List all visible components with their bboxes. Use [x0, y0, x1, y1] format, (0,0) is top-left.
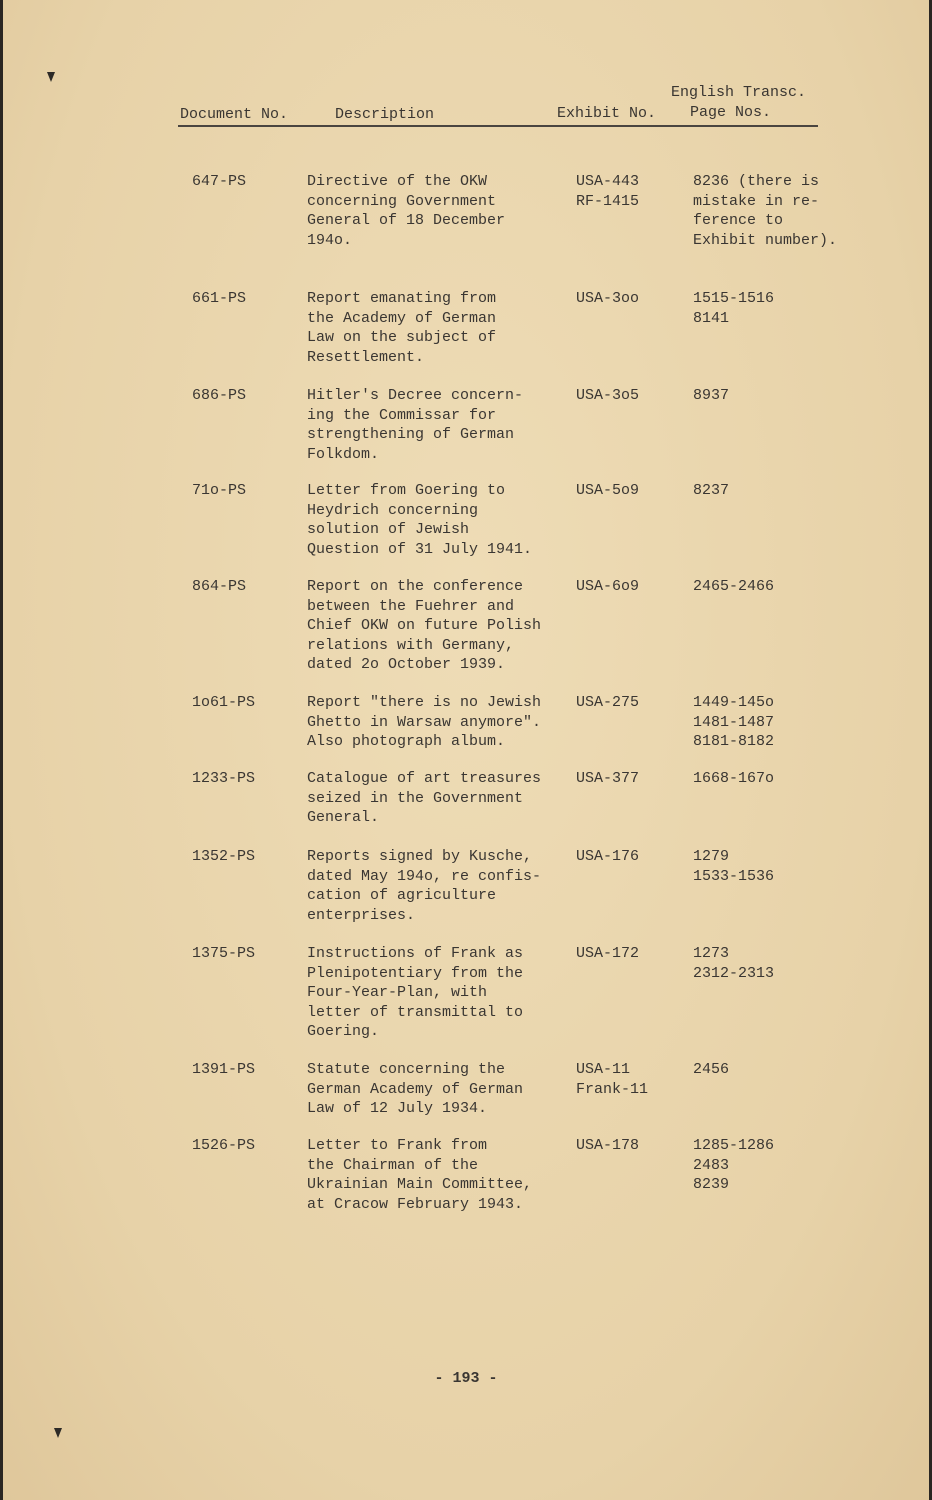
- transcript-pages-line: 1533-1536: [693, 867, 775, 885]
- transcript-pages-line: 2483: [693, 1156, 730, 1174]
- description-line: Statute concerning the: [307, 1061, 506, 1078]
- transcript-pages: [693, 289, 774, 328]
- description-line: Goering.: [307, 1023, 380, 1040]
- description-line: Directive of the OKW: [307, 173, 488, 190]
- description-line: Ghetto in Warsaw anymore".: [307, 713, 542, 731]
- exhibit-number-line: USA-3oo: [576, 290, 640, 307]
- transcript-pages-line: 8181-8182: [693, 733, 775, 750]
- document-number: 1352-PS: [192, 848, 256, 865]
- transcript-pages: [693, 847, 774, 886]
- description: [307, 847, 541, 925]
- document-number: 71o-PS: [192, 482, 247, 499]
- transcript-pages: [693, 386, 729, 406]
- transcript-pages-line: 2456: [693, 1061, 730, 1078]
- header-exhibit-no: Exhibit No.: [557, 105, 657, 122]
- description-line: Law on the subject of: [307, 329, 497, 346]
- exhibit-number-line: USA-3o5: [576, 387, 640, 404]
- exhibit-number-line: USA-11: [576, 1061, 631, 1078]
- description: [307, 1060, 523, 1119]
- document-number: 864-PS: [192, 578, 247, 595]
- document-number: 1526-PS: [192, 1137, 256, 1154]
- exhibit-number: [576, 944, 639, 964]
- description-line: Also photograph album.: [307, 733, 506, 750]
- exhibit-number-line: Frank-11: [576, 1080, 649, 1098]
- description: [307, 172, 505, 250]
- transcript-pages-line: 1668-167o: [693, 770, 775, 787]
- description-line: at Cracow February 1943.: [307, 1195, 524, 1213]
- exhibit-number-line: RF-1415: [576, 192, 640, 210]
- description-line: Folkdom.: [307, 445, 380, 463]
- description-line: General.: [307, 809, 380, 826]
- scan-edge-left: [0, 0, 3, 1500]
- transcript-pages-line: ference to: [693, 212, 784, 229]
- description-line: enterprises.: [307, 906, 416, 924]
- transcript-pages: [693, 577, 774, 597]
- transcript-pages-line: 2312-2313: [693, 964, 775, 982]
- exhibit-number-line: USA-178: [576, 1137, 640, 1154]
- description-line: relations with Germany,: [307, 636, 515, 654]
- document-number: 1233-PS: [192, 770, 256, 787]
- transcript-pages-line: 1481-1487: [693, 713, 775, 731]
- transcript-pages: [693, 172, 837, 250]
- exhibit-number-line: USA-443: [576, 173, 640, 190]
- header-document-no: Document No.: [180, 106, 289, 123]
- description-line: strengthening of German: [307, 426, 515, 443]
- exhibit-number-line: USA-377: [576, 770, 640, 787]
- transcript-pages-line: 1279: [693, 848, 730, 865]
- description-line: Report on the conference: [307, 578, 524, 595]
- transcript-pages-line: 8236 (there is: [693, 173, 820, 190]
- exhibit-number: [576, 847, 639, 867]
- description-line: Letter to Frank from: [307, 1137, 488, 1154]
- exhibit-number: [576, 481, 639, 501]
- description: [307, 944, 523, 1042]
- document-number: 686-PS: [192, 387, 247, 404]
- exhibit-number-line: USA-172: [576, 945, 640, 962]
- transcript-pages-line: 2465-2466: [693, 578, 775, 595]
- description-line: cation of agriculture: [307, 887, 497, 904]
- description-line: Report emanating from: [307, 290, 497, 307]
- transcript-pages-line: 8237: [693, 482, 730, 499]
- exhibit-number: [576, 289, 639, 309]
- description: [307, 386, 523, 464]
- transcript-pages: [693, 1060, 729, 1080]
- description-line: the Academy of German: [307, 309, 497, 327]
- description-line: between the Fuehrer and: [307, 597, 515, 615]
- transcript-pages: [693, 693, 774, 752]
- description: [307, 481, 532, 559]
- document-number: 1375-PS: [192, 945, 256, 962]
- description-line: Resettlement.: [307, 348, 425, 366]
- exhibit-number: [576, 1136, 639, 1156]
- transcript-pages-line: 1515-1516: [693, 290, 775, 307]
- description-line: Heydrich concerning: [307, 501, 479, 519]
- transcript-pages-line: mistake in re-: [693, 192, 820, 210]
- description: [307, 1136, 532, 1214]
- transcript-pages: [693, 1136, 774, 1195]
- exhibit-number: [576, 577, 639, 597]
- description-line: Plenipotentiary from the: [307, 964, 524, 982]
- description: [307, 289, 496, 367]
- description-line: Hitler's Decree concern-: [307, 387, 524, 404]
- transcript-pages-line: 8239: [693, 1176, 730, 1193]
- document-number: 661-PS: [192, 290, 247, 307]
- document-number: 1391-PS: [192, 1061, 256, 1078]
- description: [307, 693, 541, 752]
- transcript-pages-line: 1449-145o: [693, 694, 775, 711]
- header-description: Description: [335, 106, 435, 123]
- transcript-pages-line: 1273: [693, 945, 730, 962]
- transcript-pages-line: 8937: [693, 387, 730, 404]
- header-page-nos: Page Nos.: [690, 104, 772, 121]
- description-line: dated May 194o, re confis-: [307, 867, 542, 885]
- description-line: Instructions of Frank as: [307, 945, 524, 962]
- exhibit-number: [576, 1060, 648, 1099]
- exhibit-number-line: USA-5o9: [576, 482, 640, 499]
- description-line: Reports signed by Kusche,: [307, 848, 533, 865]
- description-line: concerning Government: [307, 192, 497, 210]
- description-line: Four-Year-Plan, with: [307, 984, 488, 1001]
- description-line: General of 18 December: [307, 212, 506, 229]
- description-line: the Chairman of the: [307, 1156, 479, 1174]
- description-line: Report "there is no Jewish: [307, 694, 542, 711]
- description-line: Chief OKW on future Polish: [307, 617, 542, 634]
- transcript-pages-line: 8141: [693, 309, 730, 327]
- description-line: German Academy of German: [307, 1080, 524, 1098]
- page-number: - 193 -: [434, 1370, 498, 1387]
- transcript-pages: [693, 481, 729, 501]
- transcript-pages: [693, 944, 774, 983]
- exhibit-number-line: USA-6o9: [576, 578, 640, 595]
- description-line: dated 2o October 1939.: [307, 656, 506, 673]
- document-number: 1o61-PS: [192, 694, 256, 711]
- description-line: Letter from Goering to: [307, 482, 506, 499]
- exhibit-number-line: USA-275: [576, 694, 640, 711]
- description-line: Catalogue of art treasures: [307, 770, 542, 787]
- description-line: solution of Jewish: [307, 521, 470, 538]
- exhibit-number: [576, 172, 639, 211]
- description: [307, 577, 541, 675]
- transcript-pages: [693, 769, 774, 789]
- description-line: ing the Commissar for: [307, 406, 497, 424]
- description-line: Law of 12 July 1934.: [307, 1100, 488, 1117]
- transcript-pages-line: 1285-1286: [693, 1137, 775, 1154]
- transcript-pages-line: Exhibit number).: [693, 231, 838, 249]
- description-line: Ukrainian Main Committee,: [307, 1176, 533, 1193]
- description-line: 194o.: [307, 231, 353, 249]
- description-line: Question of 31 July 1941.: [307, 540, 533, 558]
- header-english-transc: English Transc.: [671, 84, 807, 101]
- description-line: seized in the Government: [307, 789, 524, 807]
- document-number: 647-PS: [192, 173, 247, 190]
- description: [307, 769, 541, 828]
- description-line: letter of transmittal to: [307, 1003, 524, 1021]
- exhibit-number: [576, 693, 639, 713]
- exhibit-number: [576, 769, 639, 789]
- exhibit-number-line: USA-176: [576, 848, 640, 865]
- header-rule: [178, 125, 818, 127]
- exhibit-number: [576, 386, 639, 406]
